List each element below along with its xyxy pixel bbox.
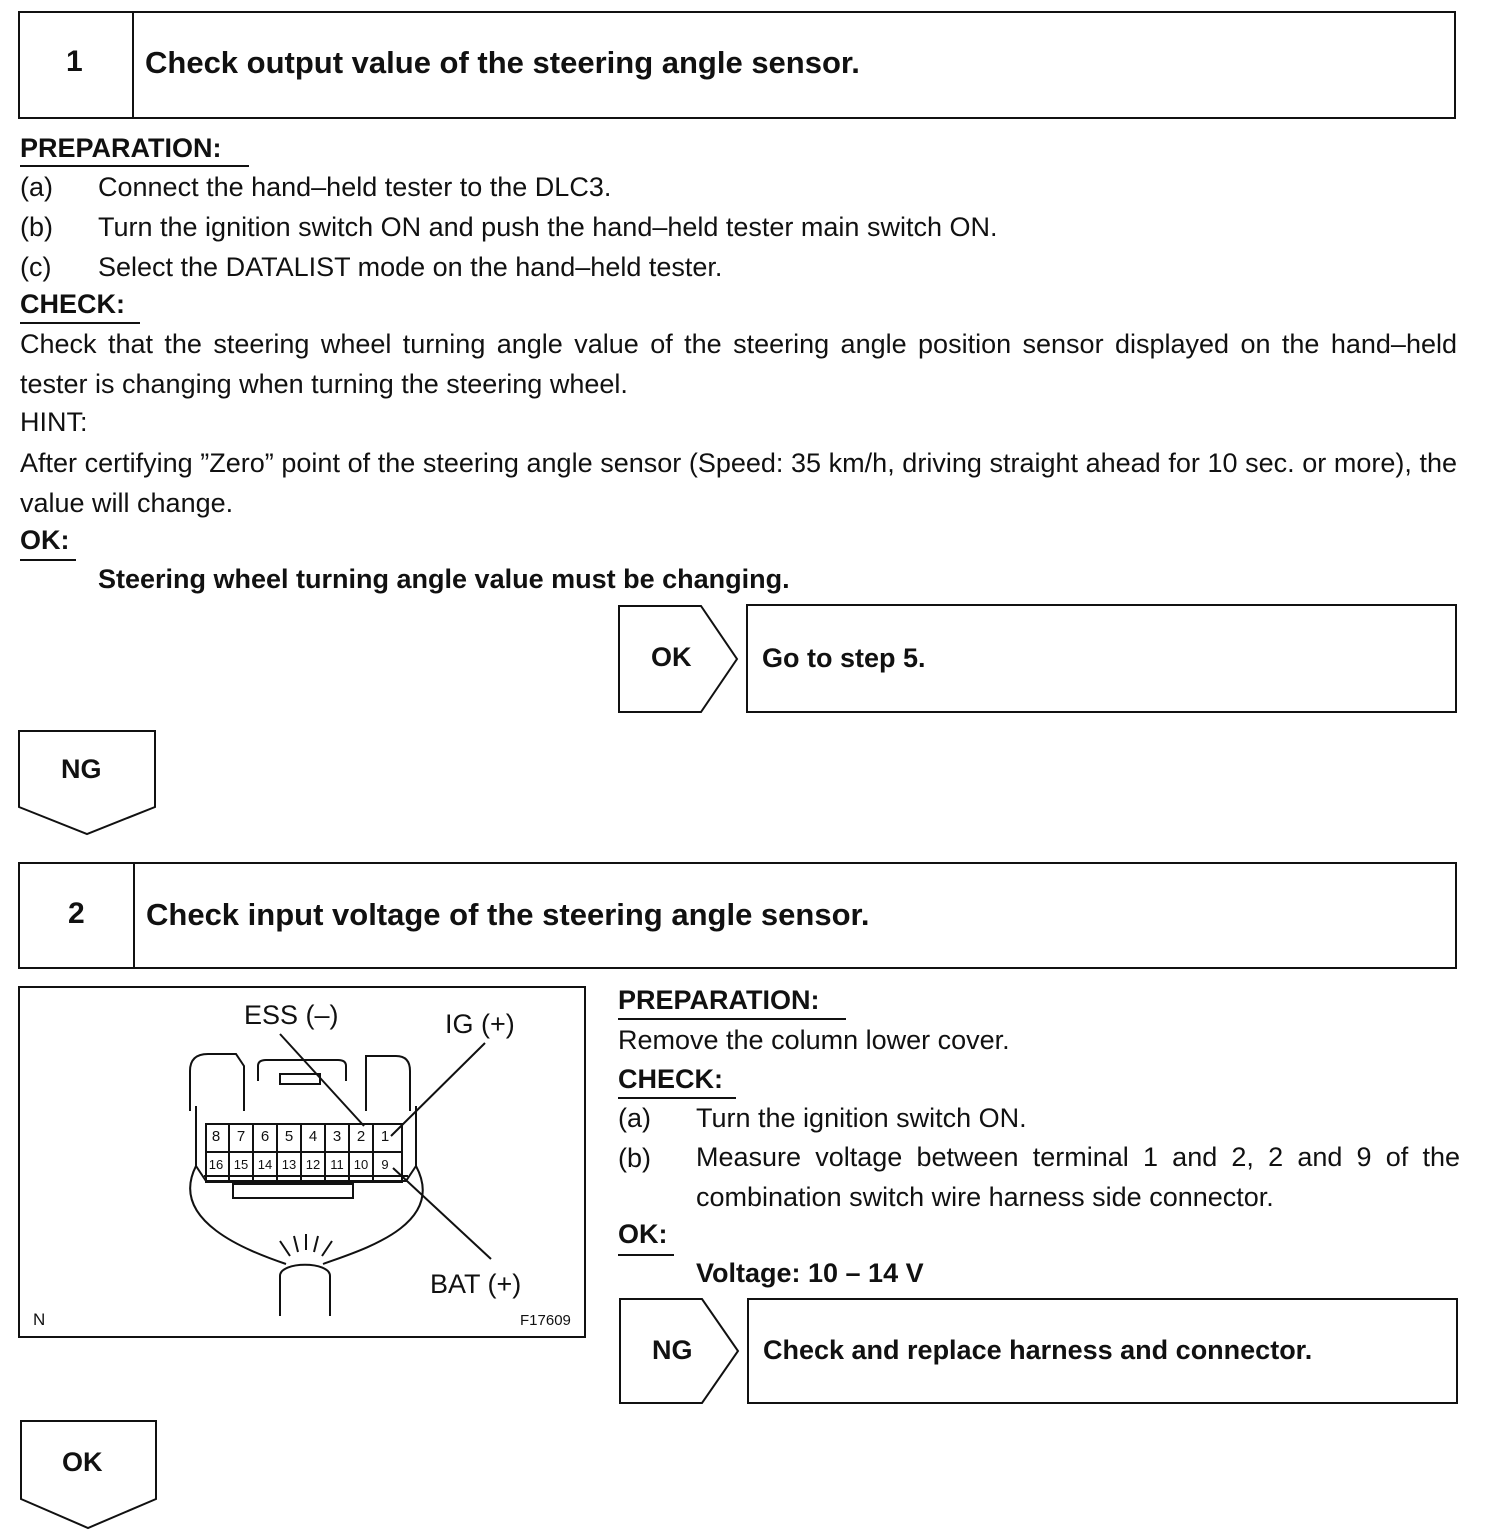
step1-prep-b-label: (b) <box>20 212 53 242</box>
pin-2: 2 <box>356 1128 366 1145</box>
step1-prep-c-text: Select the DATALIST mode on the hand–held tester. <box>98 252 723 282</box>
step1-number: 1 <box>66 45 83 78</box>
step1-prep-a-label: (a) <box>20 172 53 202</box>
step2-number-divider <box>133 864 135 967</box>
step2-check-heading: CHECK: <box>618 1064 723 1094</box>
ig-label: IG (+) <box>445 1009 515 1039</box>
step1-prep-c-label: (c) <box>20 252 52 282</box>
pin-12: 12 <box>305 1157 321 1172</box>
pin-5: 5 <box>284 1128 294 1145</box>
step1-prep-b-text: Turn the ignition switch ON and push the hand–held tester main switch ON. <box>98 212 998 242</box>
figure-id: F17609 <box>520 1312 571 1329</box>
pin-4: 4 <box>308 1128 318 1145</box>
pin-6: 6 <box>260 1128 270 1145</box>
step1-check-heading: CHECK: <box>20 289 125 319</box>
pin-1: 1 <box>380 1128 390 1145</box>
pin-14: 14 <box>257 1157 273 1172</box>
pin-16: 16 <box>208 1157 224 1172</box>
step1-check-text: Check that the steering wheel turning angle value of the steering angle position sensor displayed on the hand–held tester is changing when turning the steering wheel. <box>20 329 1457 399</box>
pin-8: 8 <box>211 1128 221 1145</box>
step1-hint-text: After certifying ”Zero” point of the steering angle sensor (Speed: 35 km/h, driving straight ahead for 10 sec. or more), the value will change. <box>20 448 1457 518</box>
step2-ng-action: Check and replace harness and connector. <box>763 1335 1313 1365</box>
step1-hint-heading: HINT: <box>20 407 88 437</box>
ig-leader <box>391 1043 485 1136</box>
pin-13: 13 <box>281 1157 297 1172</box>
pin-10: 10 <box>353 1157 369 1172</box>
step2-preparation-text: Remove the column lower cover. <box>618 1025 1010 1055</box>
connector-right-tab <box>366 1056 410 1111</box>
step1-ok-underline <box>20 559 76 561</box>
step1-ng-arrow-label: NG <box>61 754 102 784</box>
harness-cable <box>280 1265 330 1316</box>
step2-ok-criteria: Voltage: 10 – 14 V <box>696 1258 924 1288</box>
step2-preparation-underline <box>618 1018 846 1020</box>
step2-number: 2 <box>68 897 85 930</box>
step1-ok-action: Go to step 5. <box>762 643 926 673</box>
step2-check-a-text: Turn the ignition switch ON. <box>696 1103 1027 1133</box>
pin-11: 11 <box>330 1157 344 1172</box>
step1-preparation-underline <box>20 165 249 167</box>
pin-3: 3 <box>332 1128 342 1145</box>
ess-leader <box>280 1034 364 1126</box>
step2-title: Check input voltage of the steering angle sensor. <box>146 897 870 932</box>
step2-ok-underline <box>618 1254 674 1256</box>
step2-ok-arrow-label: OK <box>62 1447 103 1477</box>
step2-check-a-label: (a) <box>618 1103 651 1133</box>
pin-15: 15 <box>233 1157 249 1172</box>
bat-leader <box>393 1168 491 1259</box>
step2-ng-arrow-label: NG <box>652 1335 693 1365</box>
step2-check-b-label: (b) <box>618 1143 651 1173</box>
step2-check-b-text: Measure voltage between terminal 1 and 2, 2 and 9 of the combination switch wire harness side connector. <box>696 1142 1460 1212</box>
step1-ok-heading: OK: <box>20 525 70 555</box>
step1-ok-arrow-label: OK <box>651 642 692 672</box>
ess-label: ESS (–) <box>244 1000 339 1030</box>
connector-left-tab <box>190 1054 244 1111</box>
step1-number-divider <box>132 13 134 117</box>
bat-label: BAT (+) <box>430 1269 522 1299</box>
step2-preparation-heading: PREPARATION: <box>618 985 820 1015</box>
figure-corner-label: N <box>33 1310 46 1329</box>
step1-ok-criteria: Steering wheel turning angle value must be changing. <box>98 564 790 594</box>
step2-check-underline <box>618 1097 736 1099</box>
connector-latch <box>258 1060 346 1081</box>
step1-title: Check output value of the steering angle sensor. <box>145 45 860 80</box>
pin-7: 7 <box>236 1128 246 1145</box>
step2-ok-heading: OK: <box>618 1219 668 1249</box>
pin-9: 9 <box>381 1157 389 1172</box>
step1-preparation-heading: PREPARATION: <box>20 133 222 163</box>
step1-prep-a-text: Connect the hand–held tester to the DLC3. <box>98 172 612 202</box>
